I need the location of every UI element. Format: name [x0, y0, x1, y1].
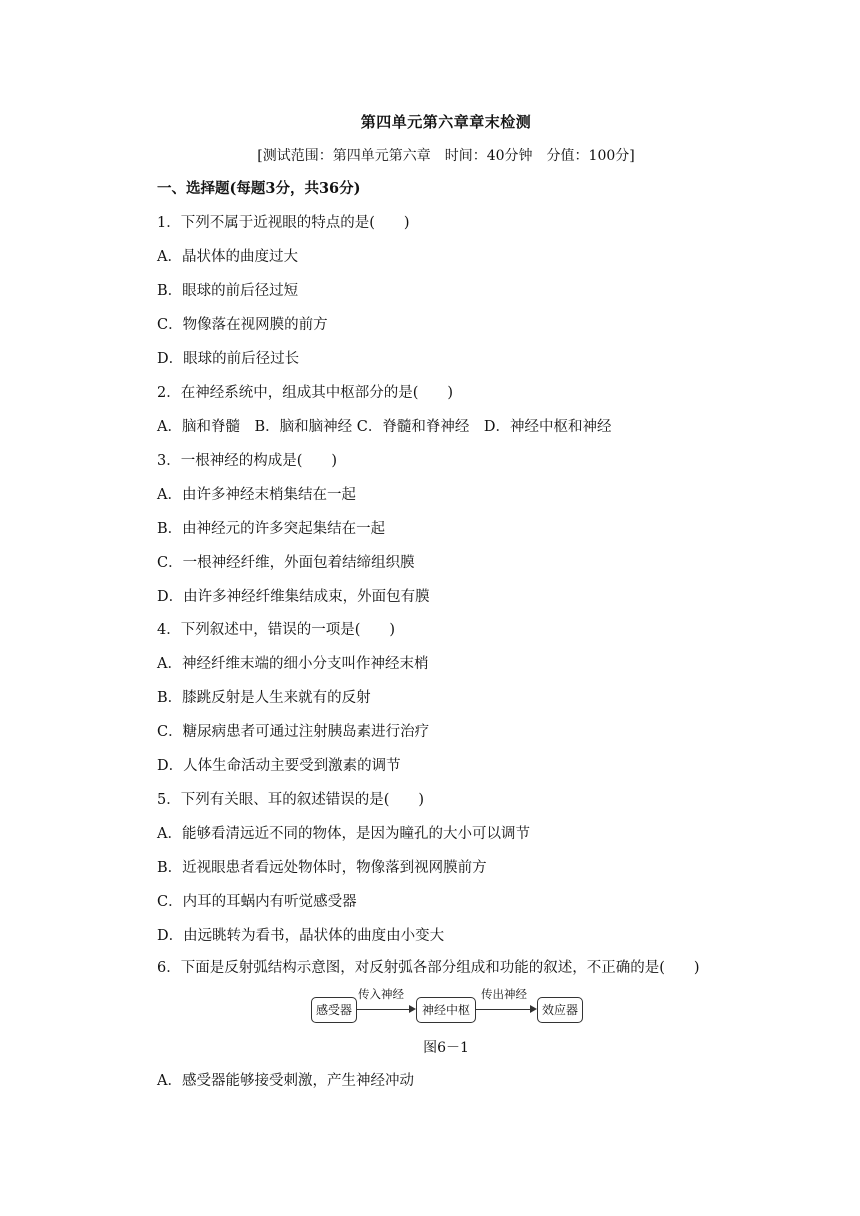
- question-1-stem: 1．下列不属于近视眼的特点的是( ): [157, 215, 410, 231]
- question-1-option-b: B．眼球的前后径过短: [157, 283, 299, 299]
- efferent-nerve-label: 传出神经: [481, 987, 527, 1001]
- effector-box: 效应器: [537, 997, 583, 1023]
- nerve-center-box: 神经中枢: [416, 997, 476, 1023]
- question-2-stem: 2．在神经系统中，组成其中枢部分的是( ): [157, 385, 454, 401]
- afferent-nerve-label: 传入神经: [358, 987, 404, 1001]
- question-3-option-d: D．由许多神经纤维集结成束，外面包有膜: [157, 589, 430, 605]
- question-2-options: A．脑和脊髓 B．脑和脑神经 C．脊髓和脊神经 D．神经中枢和神经: [157, 419, 612, 435]
- question-3-option-a: A．由许多神经末梢集结在一起: [157, 487, 356, 503]
- section-heading: 一、选择题(每题3分，共36分): [157, 180, 361, 197]
- document-title: 第四单元第六章章末检测: [360, 113, 532, 131]
- question-6-stem: 6．下面是反射弧结构示意图，对反射弧各部分组成和功能的叙述，不正确的是( ): [157, 960, 700, 976]
- efferent-arrow-line: [476, 1009, 531, 1010]
- question-5-option-c: C．内耳的耳蜗内有听觉感受器: [157, 894, 357, 910]
- afferent-arrow-line: [357, 1009, 410, 1010]
- question-1-option-c: C．物像落在视网膜的前方: [157, 317, 328, 333]
- question-4-option-d: D．人体生命活动主要受到激素的调节: [157, 758, 401, 774]
- efferent-arrow-head: [530, 1005, 537, 1013]
- reflex-arc-diagram: [308, 986, 588, 1026]
- question-1-option-d: D．眼球的前后径过长: [157, 351, 300, 367]
- question-3-option-b: B．由神经元的许多突起集结在一起: [157, 521, 386, 537]
- figure-caption: 图6－1: [423, 1040, 469, 1056]
- question-4-option-b: B．膝跳反射是人生来就有的反射: [157, 690, 371, 706]
- question-3-stem: 3．一根神经的构成是( ): [157, 453, 338, 469]
- question-5-stem: 5．下列有关眼、耳的叙述错误的是( ): [157, 792, 425, 808]
- question-4-option-a: A．神经纤维末端的细小分支叫作神经末梢: [157, 656, 429, 672]
- afferent-arrow-head: [409, 1005, 416, 1013]
- question-4-option-c: C．糖尿病患者可通过注射胰岛素进行治疗: [157, 724, 430, 740]
- receptor-box: 感受器: [311, 997, 357, 1023]
- question-1-option-a: A．晶状体的曲度过大: [157, 249, 298, 265]
- question-6-option-a: A．感受器能够接受刺激，产生神经冲动: [157, 1073, 414, 1089]
- question-5-option-d: D．由远眺转为看书，晶状体的曲度由小变大: [157, 928, 445, 944]
- test-meta: [测试范围：第四单元第六章 时间：40分钟 分值：100分]: [257, 148, 635, 164]
- question-5-option-b: B．近视眼患者看远处物体时，物像落到视网膜前方: [157, 860, 487, 876]
- question-4-stem: 4．下列叙述中，错误的一项是( ): [157, 622, 396, 638]
- question-3-option-c: C．一根神经纤维，外面包着结缔组织膜: [157, 555, 415, 571]
- question-5-option-a: A．能够看清远近不同的物体，是因为瞳孔的大小可以调节: [157, 826, 530, 842]
